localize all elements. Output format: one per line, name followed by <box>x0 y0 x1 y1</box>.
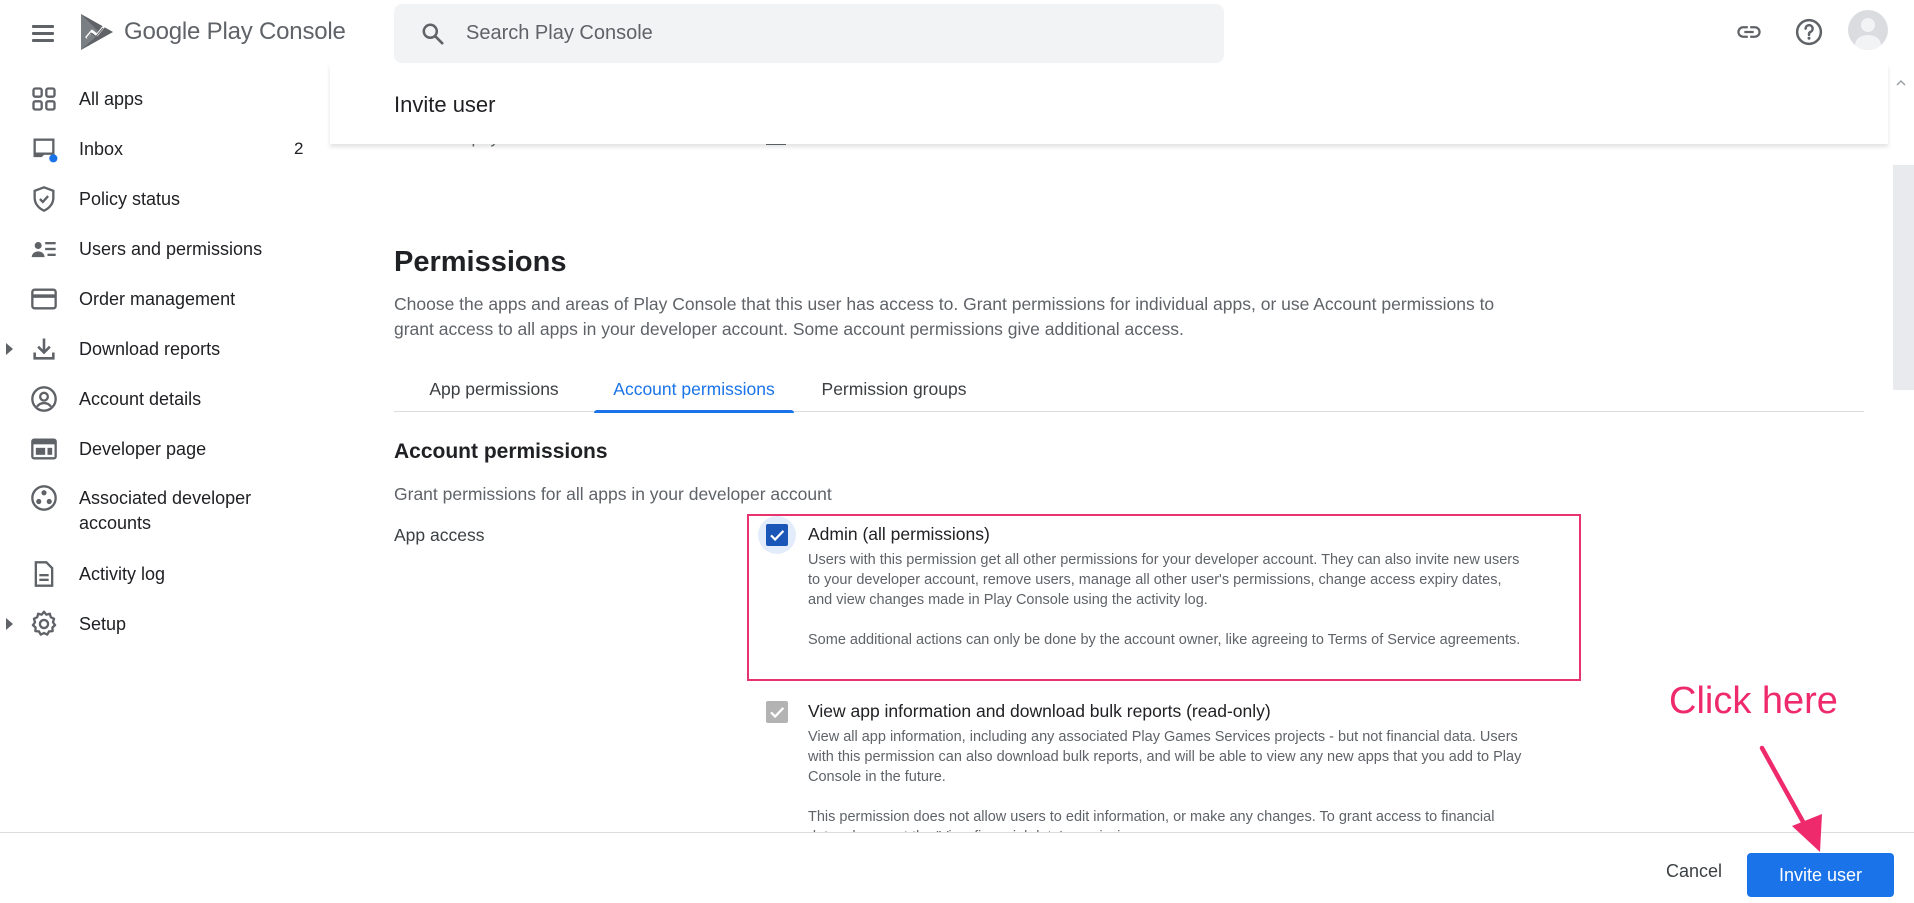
inbox-icon <box>30 135 58 163</box>
web-page-icon <box>30 435 58 463</box>
page-title: Invite user <box>394 92 496 117</box>
sidebar-item-activity-log[interactable] <box>0 549 330 599</box>
click-here-annotation: Click here <box>1669 680 1838 722</box>
sidebar-item-users-and-permissions[interactable] <box>0 224 330 274</box>
shield-check-icon <box>30 185 58 213</box>
checkmark-icon <box>768 526 786 544</box>
sidebar-item-label: Activity log <box>79 563 166 584</box>
sidebar-nav <box>0 74 330 649</box>
app-access-label: App access <box>394 525 485 545</box>
top-app-bar <box>0 0 1914 64</box>
sidebar-item-associated-developer-accounts[interactable] <box>0 474 330 549</box>
admin-checkbox-ripple[interactable] <box>758 516 796 554</box>
sidebar-item-developer-page[interactable] <box>0 424 330 474</box>
sidebar-item-policy-status[interactable] <box>0 174 330 224</box>
scrollbar-thumb[interactable] <box>1893 165 1914 390</box>
action-footer <box>0 832 1914 903</box>
sidebar-item-label: Setup <box>79 613 127 634</box>
avatar[interactable] <box>1848 10 1888 50</box>
admin-checkbox[interactable] <box>766 524 788 546</box>
users-list-icon <box>30 235 58 263</box>
help-icon[interactable] <box>1791 14 1827 50</box>
download-icon <box>30 335 58 363</box>
sidebar-item-label: Download reports <box>79 338 221 359</box>
sidebar-item-label: Users and permissions <box>79 238 263 259</box>
view-app-info-checkbox-wrap[interactable] <box>758 693 796 731</box>
linked-accounts-icon <box>30 484 58 512</box>
sidebar-item-label: Inbox <box>79 138 124 159</box>
search-input[interactable] <box>466 22 1166 45</box>
expand-arrow-icon[interactable] <box>6 343 13 355</box>
permissions-description: Choose the apps and areas of Play Console that this user has access to. Grant permissions for individual apps, or use Account permissions to grant access to all apps in your developer account. Some account permissions give additional access. <box>394 294 1495 339</box>
sidebar-item-label: Associated developer accounts <box>79 488 252 533</box>
expand-arrow-icon[interactable] <box>6 618 13 630</box>
credit-card-icon <box>30 285 58 313</box>
section-subtitle: Grant permissions for all apps in your developer account <box>394 484 832 504</box>
sidebar-item-inbox[interactable] <box>0 124 330 174</box>
permissions-title: Permissions <box>394 246 567 278</box>
grid-icon <box>30 85 58 113</box>
sidebar-item-account-details[interactable] <box>0 374 330 424</box>
document-icon <box>30 560 58 588</box>
permission-description: Users with this permission get all other permissions for your developer account. They can also invite new users to your developer account, remove users, manage all other user's permissions, change access expiry dates, and view changes made in Play Console using the activity log. Some additional actions can only be done by the account owner, like agreeing to Terms of Service agreements. <box>808 552 1521 648</box>
permission-description: View all app information, including any associated Play Games Services projects - but not financial data. Users with this permission can also download bulk reports, and will be able to view any new apps that you add to Play Console in the future. This permission does not allow users to edit information, or make any changes. To grant access to financial <box>808 729 1522 825</box>
sidebar-item-all-apps[interactable] <box>0 74 330 124</box>
sidebar-item-setup[interactable] <box>0 599 330 649</box>
hamburger-menu-icon[interactable] <box>26 18 60 48</box>
play-console-logo-icon <box>78 12 118 52</box>
sidebar-item-label: Account details <box>79 388 202 409</box>
tab-app-permissions[interactable]: App permissions <box>429 378 559 399</box>
tab-permission-groups[interactable]: Permission groups <box>821 378 967 399</box>
annotation-arrow-icon <box>1750 742 1840 857</box>
link-icon[interactable] <box>1731 14 1767 50</box>
account-circle-icon <box>30 385 58 413</box>
inbox-count-badge: 2 <box>294 139 304 158</box>
sidebar-item-label: Policy status <box>79 188 181 209</box>
sidebar-item-download-reports[interactable] <box>0 324 330 374</box>
checkmark-icon <box>768 703 786 721</box>
permission-title: View app information and download bulk reports (read-only) <box>808 701 1271 721</box>
permission-title: Admin (all permissions) <box>808 524 990 544</box>
sidebar-item-order-management[interactable] <box>0 274 330 324</box>
search-icon <box>420 21 446 47</box>
gear-icon <box>30 610 58 638</box>
tab-account-permissions[interactable]: Account permissions <box>594 366 794 412</box>
search-bar[interactable] <box>394 4 1224 63</box>
section-title: Account permissions <box>394 440 608 463</box>
invite-user-button[interactable]: Invite user <box>1747 853 1894 897</box>
permissions-tabs <box>394 366 1864 412</box>
play-console-logo[interactable] <box>78 12 346 52</box>
sidebar-item-label: All apps <box>79 88 144 109</box>
sidebar-item-label: Developer page <box>79 438 207 459</box>
app-name: Google Play Console <box>124 18 346 45</box>
view-app-info-checkbox[interactable] <box>766 701 788 723</box>
scroll-up-arrow-icon[interactable] <box>1896 78 1906 88</box>
cancel-button[interactable]: Cancel <box>1665 860 1723 881</box>
page-header <box>330 64 1888 144</box>
sidebar-item-label: Order management <box>79 288 236 309</box>
